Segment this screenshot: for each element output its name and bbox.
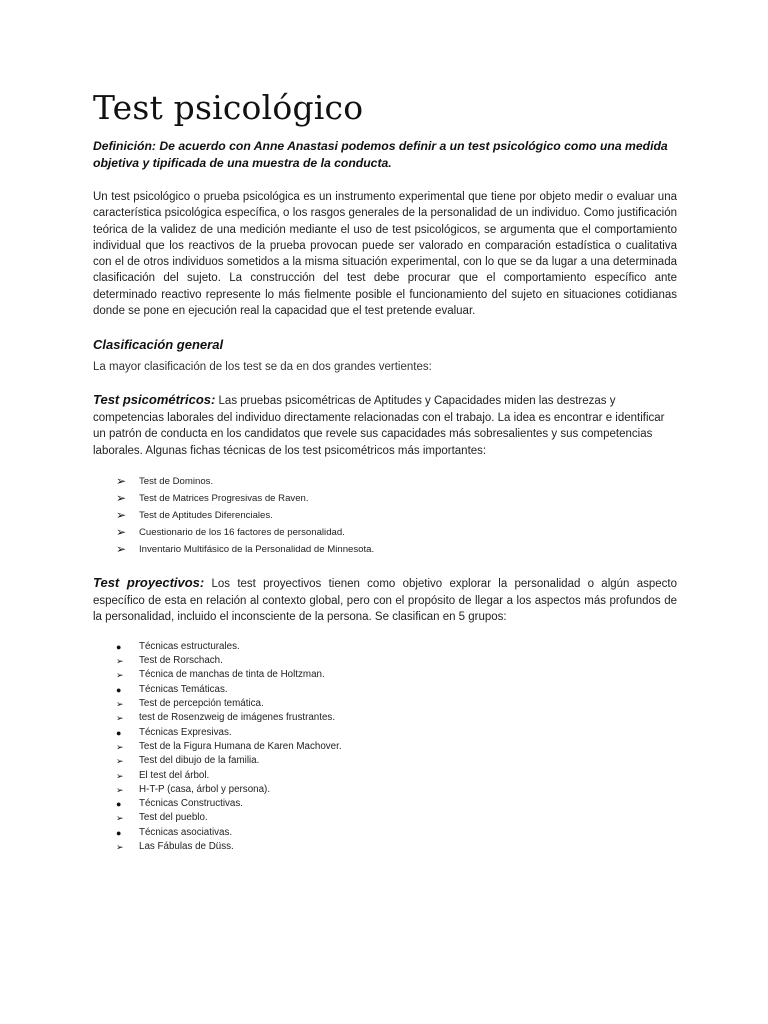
definition-text: Definición: De acuerdo con Anne Anastasi podemos definir a un test psicológico como una medida objetiva y tipificada de una muestra de la conducta. [93,139,668,170]
list-item-text: Test de la Figura Humana de Karen Machover. [139,740,342,752]
list-item [93,490,677,507]
list-item-text: Las Fábulas de Düss. [139,841,234,853]
arrow-bullet-icon: ➢ [116,474,127,489]
list-item [93,697,677,711]
list-item [93,754,677,768]
psychometric-text: Las pruebas psicométricas de Aptitudes y Capacidades miden las destrezas y competencias laborales del individuo directamente relacionadas con el trabajo. La idea es encontrar e identificar un patrón de conducta en los candidatos que revele sus capacidades más sobresalientes y sus competencias laborales. Algunas fichas técnicas de los test psicométricos más importantes: [93,395,665,457]
list-item [93,654,677,668]
list-item-text: Cuestionario de los 16 factores de personalidad. [139,527,345,539]
dot-bullet-icon: ● [116,684,122,695]
intro-paragraph: Un test psicológico o prueba psicológica es un instrumento experimental que tiene por objeto medir o evaluar una característica psicológica específica, o los rasgos generales de la personalidad de un individuo. Como justificación teórica de la validez de una medición mediante el uso de test psicológicos, se argumenta que el comportamiento individual que los reactivos de la prueba provocan puede ser valorado en comparación estadística o cualitativa con el de otros individuos sometidos a la misma situación experimental, con lo que se da lugar a una determinada clasificación del sujeto. La construcción del test debe procurar que el comportamiento específico ante determinado reactivo represente lo más fielmente posible el funcionamiento del sujeto en situaciones cotidianas donde se pone en ejecución real la capacidad que el test pretende evaluar. [93,191,677,318]
list-item-text: test de Rosenzweig de imágenes frustrantes. [139,712,336,724]
dot-bullet-icon: ● [116,827,122,838]
list-item-text: Técnica de manchas de tinta de Holtzman. [139,669,325,681]
list-item [93,668,677,682]
list-item [93,683,677,697]
arrow-bullet-icon: ➢ [116,491,127,506]
list-item [93,783,677,797]
list-item-text: Test del dibujo de la familia. [139,755,260,767]
list-item [93,769,677,783]
list-item [93,840,677,854]
arrow-bullet-icon: ➢ [116,784,124,795]
list-item [93,797,677,811]
projective-list [93,640,677,854]
list-item-text: Técnicas Temáticas. [139,683,228,695]
page-title: Test psicológico [93,88,364,127]
arrow-bullet-icon: ➢ [116,670,124,681]
classification-heading: Clasificación general [93,337,224,353]
list-item-text: El test del árbol. [139,769,210,781]
list-item [93,640,677,654]
projective-text: Los test proyectivos tienen como objetivo explorar la personalidad o algún aspecto específico de esta en relación al contexto global, pero con el propósito de llegar a los aspectos más profundos de la personalidad, incluido el inconsciente de la persona. Se clasifican en 5 grupos: [93,578,677,624]
arrow-bullet-icon: ➢ [116,713,124,724]
document-content [93,88,677,854]
arrow-bullet-icon: ➢ [116,770,124,781]
list-item [93,541,677,558]
list-item-text: Técnicas asociativas. [139,826,233,838]
psychometric-list [93,473,677,558]
list-item-text: Técnicas estructurales. [139,640,240,652]
projective-paragraph [93,575,677,626]
dot-bullet-icon: ● [116,799,122,810]
classification-intro: La mayor clasificación de los test se da en dos grandes vertientes: [93,361,432,374]
arrow-bullet-icon: ➢ [116,508,127,523]
list-item-text: Test del pueblo. [139,812,208,824]
arrow-bullet-icon: ➢ [116,756,124,767]
dot-bullet-icon: ● [116,641,122,652]
list-item [93,711,677,725]
list-item-text: Test de percepción temática. [139,698,264,710]
list-item [93,507,677,524]
arrow-bullet-icon: ➢ [116,741,124,752]
list-item [93,826,677,840]
dot-bullet-icon: ● [116,727,122,738]
projective-label: Test proyectivos: [93,575,205,591]
psychometric-paragraph [93,392,677,459]
arrow-bullet-icon: ➢ [116,699,124,710]
psychometric-label: Test psicométricos: [93,392,216,408]
arrow-bullet-icon: ➢ [116,542,127,557]
list-item-text: H-T-P (casa, árbol y persona). [139,783,271,795]
arrow-bullet-icon: ➢ [116,656,124,667]
list-item-text: Test de Matrices Progresivas de Raven. [139,493,309,505]
list-item [93,811,677,825]
list-item [93,740,677,754]
list-item-text: Técnicas Constructivas. [139,798,243,810]
list-item-text: Inventario Multifásico de la Personalidad de Minnesota. [139,544,375,556]
list-item [93,726,677,740]
list-item-text: Test de Rorschach. [139,655,223,667]
list-item-text: Test de Aptitudes Diferenciales. [139,510,273,522]
arrow-bullet-icon: ➢ [116,525,127,540]
list-item [93,473,677,490]
arrow-bullet-icon: ➢ [116,813,124,824]
list-item-text: Técnicas Expresivas. [139,726,232,738]
arrow-bullet-icon: ➢ [116,842,124,853]
list-item [93,524,677,541]
list-item-text: Test de Dominos. [139,476,214,488]
